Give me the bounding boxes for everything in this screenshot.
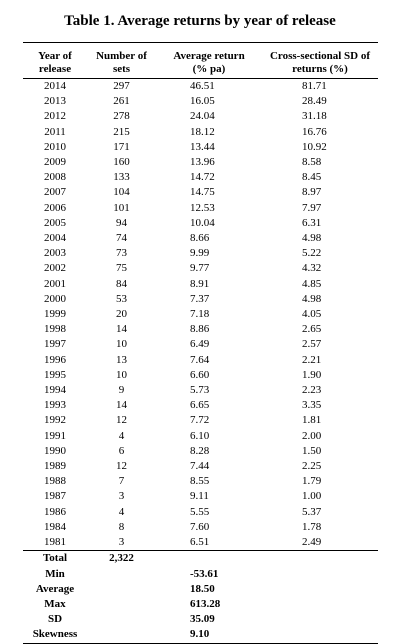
sd-cell: 16.76	[302, 125, 327, 138]
avg-return-cell: 9.77	[190, 262, 210, 275]
year-cell: 1998	[44, 323, 66, 336]
summary-empty	[262, 551, 378, 567]
sd-cell: 2.00	[302, 429, 322, 442]
header-line: Average return	[173, 50, 245, 62]
table-row	[23, 231, 378, 246]
summary-sets	[87, 612, 156, 627]
sd-cell: 4.85	[302, 277, 322, 290]
sd-cell: 1.79	[302, 475, 322, 488]
avg-return-cell: 6.10	[190, 429, 210, 442]
avg-return-cell: 5.55	[190, 505, 210, 518]
summary-label: Total	[23, 551, 87, 567]
summary-label: Skewness	[23, 627, 87, 643]
year-cell: 1990	[44, 444, 66, 457]
summary-row	[23, 627, 378, 643]
year-cell: 2001	[44, 277, 66, 290]
avg-return-cell: 5.73	[190, 384, 210, 397]
sd-cell: 2.49	[302, 536, 322, 549]
sd-cell: 2.65	[302, 323, 322, 336]
sets-cell: 12	[116, 414, 127, 427]
avg-return-cell: 6.60	[190, 368, 210, 381]
summary-empty	[262, 582, 378, 597]
table-row	[23, 520, 378, 535]
avg-return-cell: 7.60	[190, 520, 210, 533]
avg-return-cell: 8.28	[190, 444, 210, 457]
year-cell: 2013	[44, 95, 66, 108]
table-row	[23, 109, 378, 124]
summary-value: -53.61	[190, 567, 219, 580]
year-cell: 1981	[44, 536, 66, 549]
sets-cell: 10	[116, 338, 127, 351]
table-header	[23, 43, 378, 79]
summary-row	[23, 582, 378, 597]
table-row	[23, 413, 378, 428]
summary-sets	[87, 567, 156, 582]
avg-return-cell: 7.64	[190, 353, 210, 366]
header-year-of-release	[23, 43, 87, 79]
table-summary	[23, 551, 378, 643]
avg-return-cell: 6.65	[190, 399, 210, 412]
table-row	[23, 307, 378, 322]
year-cell: 2012	[44, 110, 66, 123]
table-row	[23, 261, 378, 276]
header-line: Year of	[38, 50, 72, 62]
summary-empty	[262, 567, 378, 582]
year-cell: 1997	[44, 338, 66, 351]
sets-cell: 12	[116, 460, 127, 473]
table-row	[23, 246, 378, 261]
sets-cell: 74	[116, 232, 127, 245]
year-cell: 1984	[44, 520, 66, 533]
table-row	[23, 185, 378, 200]
summary-value: 9.10	[156, 627, 262, 643]
sd-cell: 3.35	[302, 399, 322, 412]
table-row	[23, 322, 378, 337]
sd-cell: 6.31	[302, 216, 322, 229]
summary-sets: 2,322	[87, 551, 156, 567]
year-cell: 2014	[44, 80, 66, 92]
year-cell: 2005	[44, 216, 66, 229]
summary-value: 613.28	[190, 597, 221, 610]
year-cell: 1992	[44, 414, 66, 427]
avg-return-cell: 8.66	[190, 232, 210, 245]
avg-return-cell: 9.11	[190, 490, 209, 503]
avg-return-cell: 13.96	[190, 156, 215, 169]
header-cross-sectional-sd	[262, 43, 378, 79]
sets-cell: 261	[113, 95, 130, 108]
sets-cell: 104	[113, 186, 130, 199]
sets-cell: 13	[116, 353, 127, 366]
sets-cell: 20	[116, 308, 127, 321]
sd-cell: 4.98	[302, 292, 322, 305]
sd-cell: 4.05	[302, 308, 322, 321]
sets-cell: 10	[116, 368, 127, 381]
summary-label: SD	[47, 613, 63, 626]
year-cell: 2002	[44, 262, 66, 275]
summary-empty	[262, 612, 378, 627]
avg-return-cell: 18.12	[190, 125, 215, 138]
year-cell: 2003	[44, 247, 66, 260]
avg-return-cell: 7.44	[190, 460, 210, 473]
year-cell: 1994	[44, 384, 66, 397]
year-cell: 2010	[44, 140, 66, 153]
sets-cell: 297	[113, 80, 130, 92]
returns-table	[23, 42, 378, 644]
table-row	[23, 79, 378, 95]
table-row	[23, 216, 378, 231]
sets-cell: 133	[113, 171, 130, 184]
avg-return-cell: 8.86	[190, 323, 210, 336]
year-cell: 1987	[44, 490, 66, 503]
avg-return-cell: 12.53	[190, 201, 215, 214]
avg-return-cell: 46.51	[190, 80, 215, 92]
table-title: Table 1. Average returns by year of release	[64, 13, 336, 29]
table-row	[23, 459, 378, 474]
table-row	[23, 429, 378, 444]
summary-sets	[87, 597, 156, 612]
sets-cell: 53	[116, 292, 127, 305]
year-cell: 1988	[44, 475, 66, 488]
sd-cell: 2.57	[302, 338, 322, 351]
avg-return-cell: 13.44	[190, 140, 215, 153]
sd-cell: 1.00	[302, 490, 322, 503]
summary-row	[23, 597, 378, 612]
sd-cell: 2.25	[302, 460, 322, 473]
sets-cell: 84	[116, 277, 127, 290]
year-cell: 2009	[44, 156, 66, 169]
sets-cell: 3	[118, 536, 125, 549]
sd-cell: 5.22	[302, 247, 322, 260]
avg-return-cell: 16.05	[190, 95, 215, 108]
table-row	[23, 505, 378, 520]
sets-cell: 14	[116, 399, 127, 412]
sets-cell: 9	[118, 384, 125, 397]
sd-cell: 1.90	[302, 368, 322, 381]
sets-cell: 8	[118, 520, 125, 533]
year-cell: 2000	[44, 292, 66, 305]
sets-cell: 7	[118, 475, 125, 488]
table-row	[23, 140, 378, 155]
sd-cell: 4.98	[302, 232, 322, 245]
table-row	[23, 489, 378, 504]
summary-value: 18.50	[190, 582, 215, 595]
table-row	[23, 170, 378, 185]
summary-value: 35.09	[190, 613, 215, 626]
avg-return-cell: 6.51	[190, 536, 210, 549]
summary-empty	[262, 627, 378, 643]
summary-empty	[262, 597, 378, 612]
sets-cell: 75	[116, 262, 127, 275]
year-cell: 2011	[44, 125, 66, 138]
avg-return-cell: 9.99	[190, 247, 210, 260]
sets-cell: 14	[116, 323, 127, 336]
sets-cell: 94	[116, 216, 127, 229]
header-average-return	[156, 43, 262, 79]
sd-cell: 8.58	[302, 156, 322, 169]
sd-cell: 8.97	[302, 186, 322, 199]
table-row	[23, 125, 378, 140]
summary-row	[23, 612, 378, 627]
table-body	[23, 79, 378, 551]
sets-cell: 4	[118, 505, 125, 518]
header-line: (% pa)	[192, 63, 226, 75]
sd-cell: 1.81	[302, 414, 322, 427]
table-row	[23, 444, 378, 459]
sd-cell: 5.37	[302, 505, 322, 518]
avg-return-cell: 8.91	[190, 277, 210, 290]
sets-cell: 101	[113, 201, 130, 214]
sd-cell: 1.78	[302, 520, 322, 533]
year-cell: 1995	[44, 368, 66, 381]
summary-row	[23, 551, 378, 567]
year-cell: 1996	[44, 353, 66, 366]
sd-cell: 10.92	[302, 140, 327, 153]
sd-cell: 31.18	[302, 110, 327, 123]
avg-return-cell: 7.72	[190, 414, 210, 427]
header-line: Number of	[96, 50, 147, 62]
table-row	[23, 201, 378, 216]
avg-return-cell: 10.04	[190, 216, 215, 229]
avg-return-cell: 8.55	[190, 475, 210, 488]
header-line: returns (%)	[292, 63, 348, 75]
year-cell: 1993	[44, 399, 66, 412]
table-row	[23, 94, 378, 109]
header-line: sets	[112, 63, 131, 75]
summary-label: Min	[45, 567, 65, 580]
table-row	[23, 368, 378, 383]
summary-label: Max	[44, 597, 66, 610]
avg-return-cell: 7.18	[190, 308, 210, 321]
header-number-of-sets	[87, 43, 156, 79]
sd-cell: 81.71	[302, 80, 327, 92]
year-cell: 1999	[44, 308, 66, 321]
table-row	[23, 535, 378, 551]
sets-cell: 4	[118, 429, 125, 442]
sd-cell: 8.45	[302, 171, 322, 184]
summary-value	[156, 551, 262, 567]
table-row	[23, 474, 378, 489]
header-line: release	[38, 63, 72, 75]
summary-row	[23, 567, 378, 582]
avg-return-cell: 14.72	[190, 171, 215, 184]
sd-cell: 28.49	[302, 95, 327, 108]
sets-cell: 3	[118, 490, 125, 503]
sets-cell: 160	[113, 156, 130, 169]
sd-cell: 1.50	[302, 444, 322, 457]
avg-return-cell: 6.49	[190, 338, 210, 351]
avg-return-cell: 14.75	[190, 186, 215, 199]
year-cell: 1986	[44, 505, 66, 518]
summary-sets	[87, 627, 156, 643]
header-line: Cross-sectional SD of	[269, 50, 370, 62]
summary-label: Average	[35, 582, 75, 595]
avg-return-cell: 7.37	[190, 292, 210, 305]
avg-return-cell: 24.04	[190, 110, 215, 123]
year-cell: 2008	[44, 171, 66, 184]
table-row	[23, 353, 378, 368]
table-row	[23, 398, 378, 413]
year-cell: 2004	[44, 232, 66, 245]
summary-sets	[87, 582, 156, 597]
sd-cell: 7.97	[302, 201, 322, 214]
table-row	[23, 383, 378, 398]
table-row	[23, 155, 378, 170]
sd-cell: 2.21	[302, 353, 322, 366]
year-cell: 1989	[44, 460, 66, 473]
table-row	[23, 292, 378, 307]
table-row	[23, 277, 378, 292]
sd-cell: 4.32	[302, 262, 322, 275]
table-row	[23, 337, 378, 352]
year-cell: 2006	[44, 201, 66, 214]
sets-cell: 171	[113, 140, 130, 153]
sets-cell: 215	[113, 125, 130, 138]
year-cell: 1991	[44, 429, 66, 442]
sets-cell: 278	[113, 110, 130, 123]
sets-cell: 73	[116, 247, 127, 260]
year-cell: 2007	[44, 186, 66, 199]
sets-cell: 6	[118, 444, 125, 457]
sd-cell: 2.23	[302, 384, 322, 397]
